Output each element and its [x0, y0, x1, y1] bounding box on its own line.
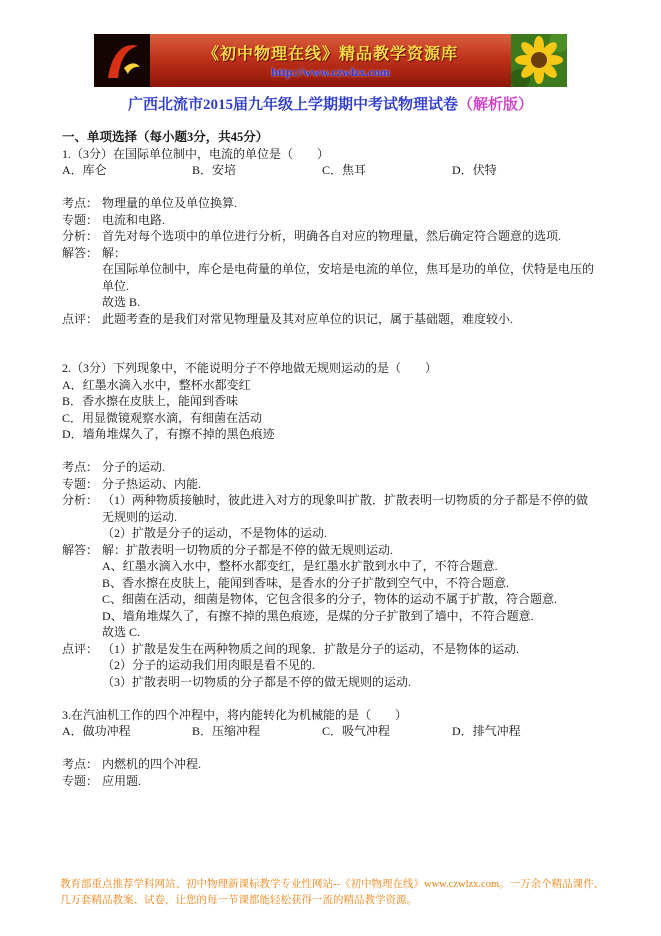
labeled-block	[62, 245, 599, 311]
labeled-block	[62, 542, 599, 641]
answer-option: B．安培	[192, 163, 237, 177]
block-line: （3）扩散表明一切物质的分子都是不停的做无规则的运动.	[102, 674, 412, 689]
labeled-block	[62, 756, 599, 773]
block-line: 故选 B.	[102, 295, 141, 309]
blank-line	[62, 690, 599, 707]
paragraph: A．红墨水滴入水中，整杯水都变红	[62, 377, 251, 392]
block-content	[102, 228, 599, 245]
block-line: 物理量的单位及单位换算.	[102, 196, 238, 210]
block-line: B、香水擦在皮肤上，能闻到香味，是香水的分子扩散到空气中，不符合题意.	[102, 575, 510, 590]
document-body	[0, 114, 661, 789]
block-content	[102, 773, 599, 790]
block-content	[102, 311, 599, 328]
blank-line	[62, 740, 599, 757]
page-footer	[60, 877, 611, 909]
block-line: 首先对每个选项中的单位进行分析，明确各自对应的物理量，然后确定符合题意的选项.	[102, 229, 562, 243]
labeled-block	[62, 641, 599, 691]
block-label: 点评：	[62, 641, 99, 656]
labeled-block	[62, 773, 599, 790]
block-content	[102, 492, 599, 542]
block-line: 内燃机的四个冲程.	[102, 757, 202, 771]
site-banner	[94, 34, 567, 87]
paragraph: B．香水擦在皮肤上，能闻到香味	[62, 394, 239, 408]
block-content	[102, 641, 599, 691]
block-label: 分析：	[62, 229, 99, 243]
section-heading: 一、单项选择（每小题3分，共45分）	[62, 130, 269, 144]
page-title-main: 广西北流市2015届九年级上学期期中考试物理试卷	[127, 97, 458, 113]
labeled-block	[62, 195, 599, 212]
banner-center	[150, 34, 511, 87]
labeled-block	[62, 459, 599, 476]
block-line: 电流和电路.	[102, 212, 166, 227]
blank-line	[62, 443, 599, 460]
paragraph: 1.（3分）在国际单位制中，电流的单位是（ ）	[62, 146, 330, 161]
block-label: 解答：	[62, 542, 99, 557]
block-content	[102, 195, 599, 212]
blank-line	[62, 327, 599, 344]
block-line: 解：	[102, 245, 127, 260]
banner-site-title: 《初中物理在线》精品教学资源库	[202, 46, 458, 63]
page-title-suffix: （解析版）	[458, 97, 534, 113]
block-line: 应用题.	[102, 773, 142, 788]
block-line: （2）扩散是分子的运动，不是物体的运动.	[102, 526, 328, 540]
block-label: 考点：	[62, 196, 99, 210]
block-label: 专题：	[62, 212, 99, 227]
block-line: 故选 C.	[102, 625, 141, 639]
blank-line	[62, 179, 599, 196]
block-line: D、墙角堆煤久了，有擦不掉的黑色痕迹，是煤的分子扩散到了墙中，不符合题意.	[102, 608, 534, 623]
labeled-block	[62, 476, 599, 493]
block-line: 解：扩散表明一切物质的分子都是不停的做无规则运动.	[102, 542, 394, 557]
block-content	[102, 245, 599, 311]
labeled-block	[62, 311, 599, 328]
block-label: 考点：	[62, 460, 99, 474]
block-line: 分子的运动.	[102, 460, 166, 474]
answer-option: D．排气冲程	[452, 724, 521, 738]
block-label: 分析：	[62, 493, 99, 507]
answer-option: D．伏特	[452, 163, 497, 177]
paragraph: C．用显微镜观察水滴，有细菌在活动	[62, 410, 263, 425]
block-line: 在国际单位制中，库仑是电荷量的单位，安培是电流的单位，焦耳是功的单位，伏特是电压的单位.	[102, 262, 595, 293]
blank-line	[62, 344, 599, 361]
paragraph: 2.（3分）下列现象中，不能说明分子不停地做无规则运动的是（ ）	[62, 361, 438, 375]
page-title	[0, 96, 661, 114]
block-content	[102, 459, 599, 476]
block-label: 专题：	[62, 773, 99, 788]
block-content	[102, 476, 599, 493]
block-line: （1）两种物质接触时，彼此进入对方的现象叫扩散．扩散表明一切物质的分子都是不停的做无规则的运动.	[102, 493, 589, 524]
block-content	[102, 212, 599, 229]
options-row	[62, 723, 599, 740]
answer-option: B．压缩冲程	[192, 724, 261, 738]
paragraph: D．墙角堆煤久了，有擦不掉的黑色痕迹	[62, 427, 275, 441]
block-label: 解答：	[62, 245, 99, 260]
labeled-block	[62, 228, 599, 245]
paragraph: 3.在汽油机工作的四个冲程中，将内能转化为机械能的是（ ）	[62, 707, 408, 722]
block-line: 分子热运动、内能.	[102, 476, 202, 491]
labeled-block	[62, 212, 599, 229]
footer-line-2: 几万套精品教案、试卷，让您的每一节课都能轻松获得一流的精品教学资源。	[60, 895, 417, 906]
options-row	[62, 162, 599, 179]
answer-option: C．吸气冲程	[322, 724, 391, 738]
block-label: 专题：	[62, 476, 99, 491]
block-line: （1）扩散是发生在两种物质之间的现象．扩散是分子的运动，不是物体的运动.	[102, 641, 520, 656]
block-content	[102, 756, 599, 773]
answer-option: A．做功冲程	[62, 724, 131, 738]
footer-line-1: 教育部重点推荐学科网站、初中物理新课标教学专业性网站--《初中物理在线》www.czwlzx.com。一万余个精品课件、	[60, 879, 605, 890]
site-logo-icon	[94, 34, 150, 87]
labeled-block	[62, 492, 599, 542]
sunflower-icon	[511, 34, 567, 87]
answer-option: A．库仑	[62, 163, 107, 177]
block-content	[102, 542, 599, 641]
block-label: 点评：	[62, 311, 99, 326]
block-line: A、红墨水滴入水中，整杯水都变红，是红墨水扩散到水中了，不符合题意.	[102, 559, 498, 573]
block-line: （2）分子的运动我们用肉眼是看不见的.	[102, 658, 316, 672]
banner-site-url: http://www.czwlzx.com	[271, 65, 390, 79]
block-label: 考点：	[62, 757, 99, 771]
block-line: 此题考查的是我们对常见物理量及其对应单位的识记，属于基础题，难度较小.	[102, 311, 514, 326]
block-line: C、细菌在活动，细菌是物体，它包含很多的分子，物体的运动不属于扩散，符合题意.	[102, 592, 558, 606]
answer-option: C．焦耳	[322, 163, 367, 177]
